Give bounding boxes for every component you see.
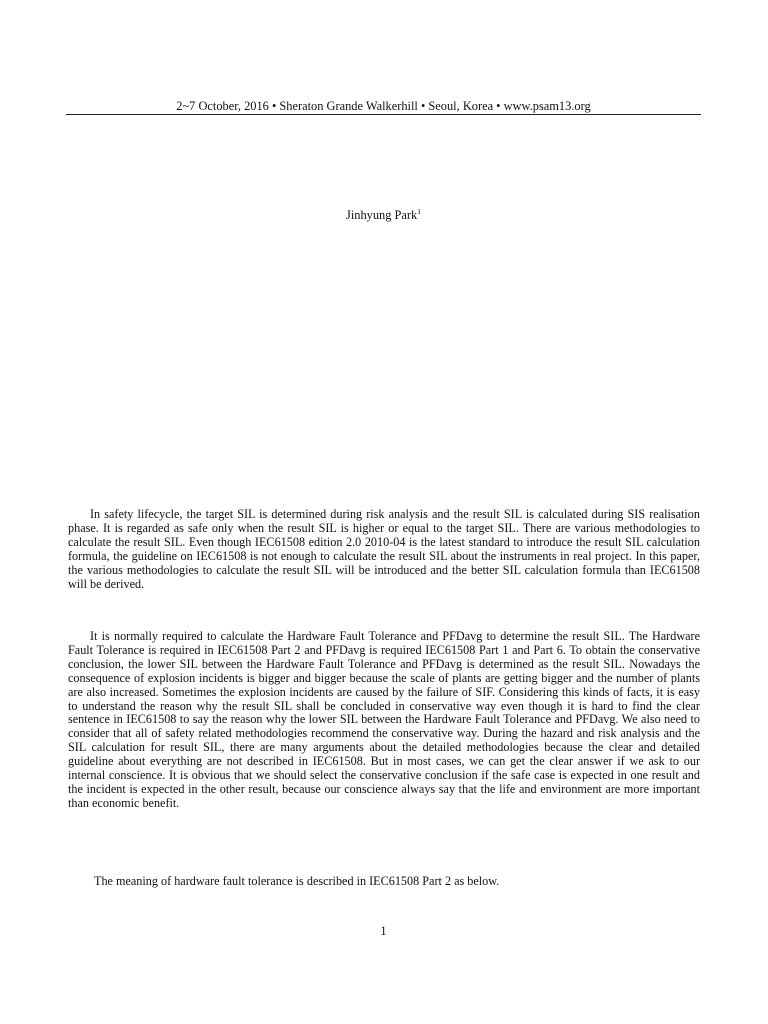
header-divider — [66, 114, 701, 115]
introduction-paragraph: It is normally required to calculate the Hardware Fault Tolerance and PFDavg to determine the result SIL. The Hardware Fault Tolerance is required in IEC61508 Part 2 and PFDavg is required IEC61508 Part 1 and Part 6. To obtain the conservative conclusion, the lower SIL between the Hardware Fault Tolerance and PFDavg is determined as the result SIL. Nowadays the consequence of explosion incidents is bigger and bigger because the scale of plants are getting bigger and the number of plants are also increased. Sometimes the explosion incidents are caused by the failure of SIF. Considering this kinds of facts, it is easy to understand the reason why the result SIL shall be concluded in conservative way even though it is hard to find the clear sentence in IEC61508 to say the reason why the lower SIL between the Hardware Fault Tolerance and PFDavg. We also need to consider that all of safety related methodologies recommend the conservative way. During the hazard and risk analysis and the SIL calculation for result SIL, there are many arguments about the detailed methodologies because the clear and detailed guideline about everything are not described in IEC61508. But in most cases, we can get the clear answer if we ask to our internal conscience. It is obvious that we should select the conservative conclusion if the safe case is expected in one result and the incident is expected in the other result, because our conscience always say that the life and environment are more important than economic benefit. — [68, 629, 700, 810]
conference-header: 2~7 October, 2016 • Sheraton Grande Walkerhill • Seoul, Korea • www.psam13.org — [176, 99, 591, 113]
author-line — [66, 208, 701, 222]
affiliation-marker: 1 — [417, 206, 421, 216]
page-number: 1 — [380, 924, 387, 938]
abstract-paragraph: In safety lifecycle, the target SIL is determined during risk analysis and the result SIL is calculated during SIS realisation phase. It is regarded as safe only when the result SIL is higher or equal to the target SIL. There are various methodologies to calculate the result SIL. Even though IEC61508 edition 2.0 2010-04 is the latest standard to introduce the result SIL calculation formula, the guideline on IEC61508 is not enough to calculate the result SIL about the instruments in real project. In this paper, the various methodologies to calculate the result SIL will be introduced and the better SIL calculation formula than IEC61508 will be derived. — [68, 507, 700, 591]
author-name: Jinhyung Park — [346, 208, 418, 222]
section-intro-paragraph: The meaning of hardware fault tolerance is described in IEC61508 Part 2 as below. — [94, 874, 500, 888]
